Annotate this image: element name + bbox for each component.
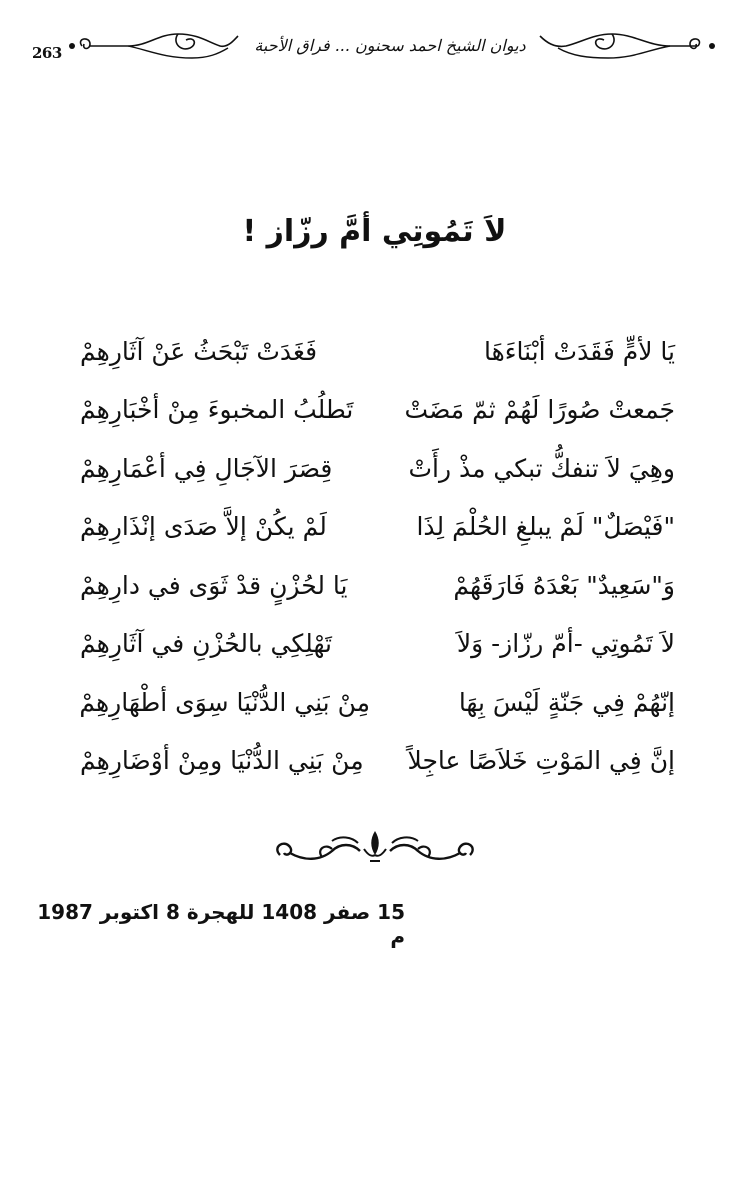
verse-first-hemistich: وهِيَ لاَ تنفكُّ تبكي مذْ رأَتْ	[408, 453, 675, 483]
verse-first-hemistich: لاَ تَمُوتِي -أمّ رزّاز- وَلاَ	[456, 629, 675, 659]
poem-title: لاَ تَمُوتِي أمَّ رزّاز !	[242, 214, 507, 249]
verse-second-hemistich: تَهْلِكِي بالحُزْنِ في آثَارِهِمْ	[80, 629, 332, 659]
verse-first-hemistich: يَا لأمٍّ فَقَدَتْ أبْنَاءَهَا	[483, 336, 675, 366]
verse	[80, 673, 675, 732]
poem-body	[80, 322, 675, 790]
verse-first-hemistich: إنَّ فِي المَوْتِ خَلاَصًا عاجِلاً	[407, 746, 675, 776]
closing-flourish-ornament	[270, 825, 480, 875]
verse-second-hemistich: قِصَرَ الآجَالِ فِي أعْمَارِهِمْ	[80, 453, 333, 483]
verse-second-hemistich: مِنْ بَنِي الدُّنْيَا سِوَى أطْهَارِهِمْ	[79, 687, 370, 717]
composition-date: 15 صفر 1408 للهجرة 8 اكتوبر 1987 م	[37, 900, 405, 948]
verse	[80, 498, 675, 557]
verse	[80, 556, 675, 615]
page-number: 263	[32, 44, 62, 62]
verse-first-hemistich: وَ"سَعِيدٌ" بَعْدَهُ فَارَقَهُمْ	[453, 570, 675, 600]
verse-first-hemistich: "فَيْصَلٌ" لَمْ يبلغِ الحُلْمَ لِذَا	[416, 512, 675, 542]
header-ornament-left	[68, 28, 240, 64]
verse-first-hemistich: جَمعتْ صُورًا لَهُمْ ثمّ مَضَتْ	[404, 395, 675, 425]
verse-second-hemistich: فَغَدَتْ تَبْحَثُ عَنْ آثَارِهِمْ	[80, 336, 318, 366]
verse-first-hemistich: إنّهُمْ فِي جَنّةٍ لَيْسَ بِهَا	[458, 687, 675, 717]
verse	[80, 439, 675, 498]
verse	[80, 615, 675, 674]
running-head: ديوان الشيخ احمد سحنون ... فراق الأحبة	[254, 36, 526, 55]
verse	[80, 322, 675, 381]
page-header	[0, 0, 749, 90]
verse-second-hemistich: يَا لحُزْنٍ قدْ ثَوَى في دارِهِمْ	[80, 570, 348, 600]
header-ornament-right	[538, 28, 718, 64]
verse	[80, 732, 675, 791]
verse-second-hemistich: تَطلُبُ المخبوءَ مِنْ أخْبَارِهِمْ	[80, 395, 354, 425]
verse	[80, 381, 675, 440]
verse-second-hemistich: مِنْ بَنِي الدُّنْيَا ومِنْ أوْضَارِهِمْ	[80, 746, 364, 776]
verse-second-hemistich: لَمْ يكُنْ إلاَّ صَدَى إنْذَارِهِمْ	[80, 512, 327, 542]
